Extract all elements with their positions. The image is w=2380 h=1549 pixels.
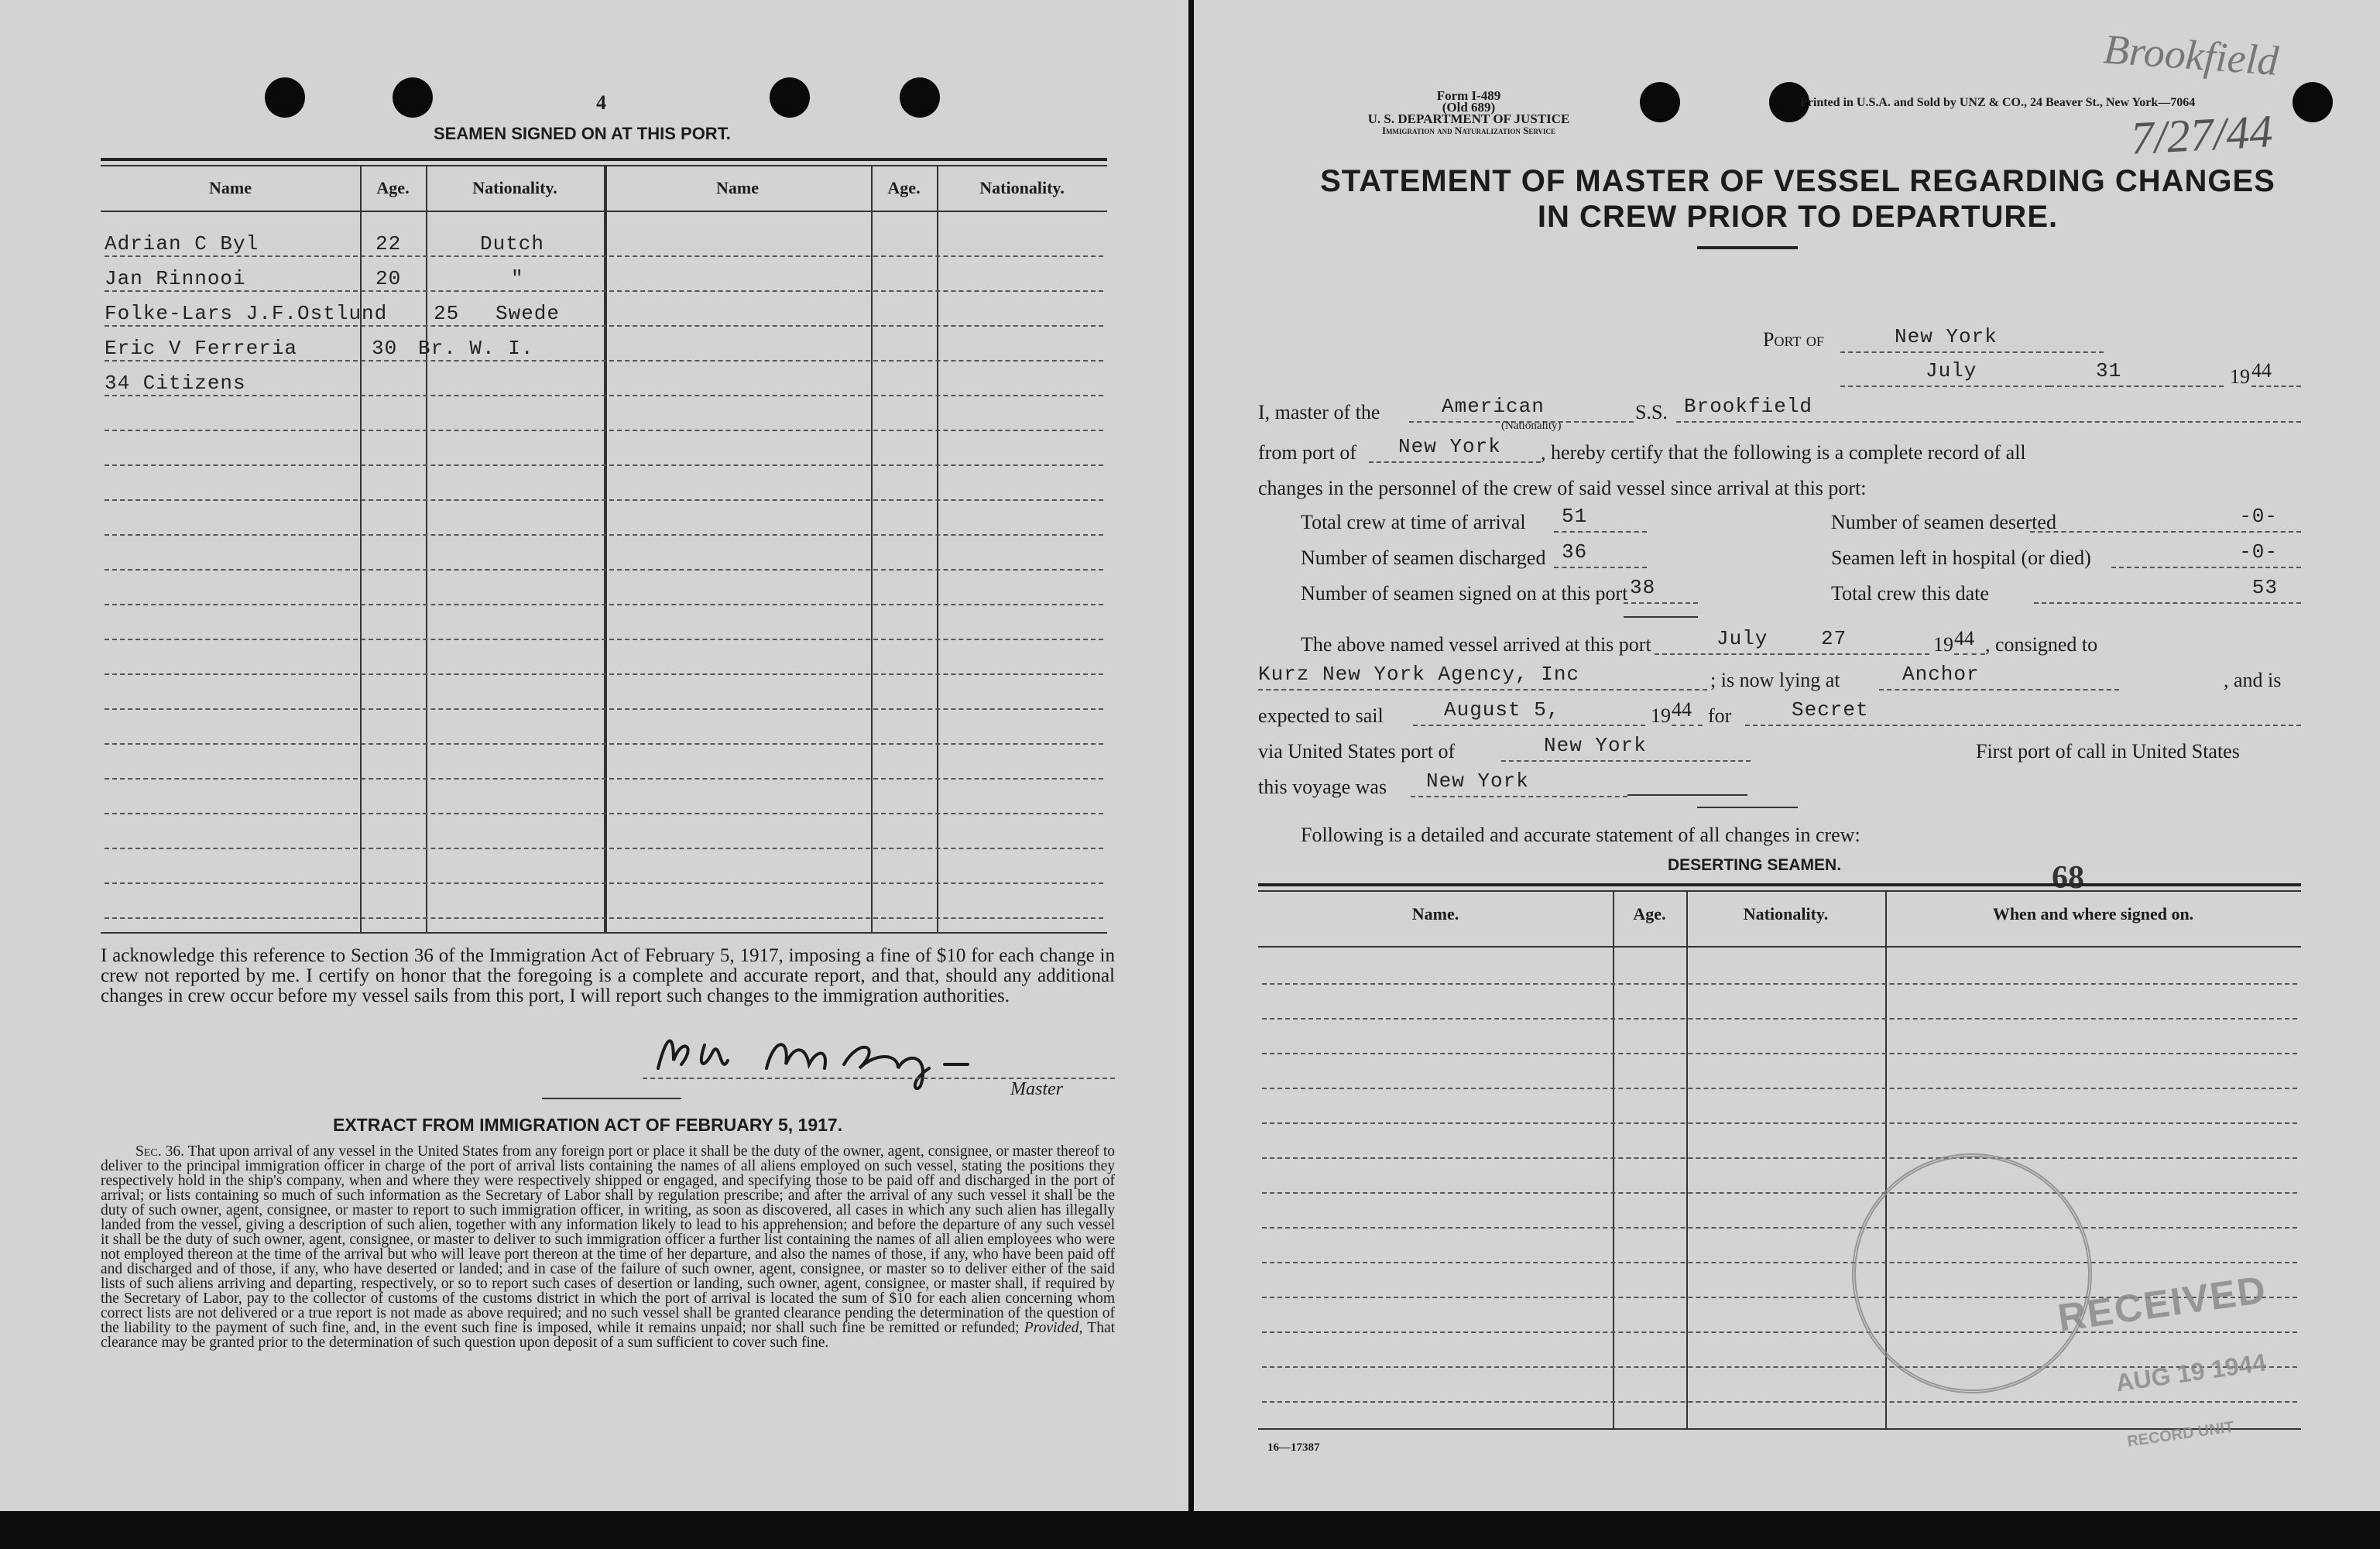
seaman-name: Folke-Lars J.F.Ostlund [105,302,388,325]
signature-image [650,1022,976,1091]
seaman-nationality: Dutch [480,232,545,255]
stat-arrival-label: Total crew at time of arrival [1301,511,1526,533]
punch-hole [900,77,940,118]
expected-label: expected to sail [1258,704,1384,727]
deserting-header-nationality: Nationality. [1743,904,1829,924]
master-label: I, master of the [1258,401,1380,423]
lying-value: Anchor [1902,663,1980,686]
right-page [1194,0,2380,1511]
lying-field [1879,653,2119,691]
extract-title: EXTRACT FROM IMMIGRATION ACT OF FEBRUARY 5, 1917. [333,1115,843,1135]
service: Immigration and Naturalization Service [1381,125,1556,136]
seaman-name: 34 Citizens [105,372,246,395]
title-rule [1697,246,1798,249]
extract-lead: Sec. 36. [135,1143,184,1160]
date-month-field [1840,350,2049,387]
destination-field [1745,689,2301,726]
column-divider [426,165,427,932]
stat-discharged-label: Number of seamen discharged [1301,547,1546,569]
column-divider [604,165,607,932]
stat-arrival-field [1554,495,1647,533]
vessel-field [1676,386,2301,423]
sail-date-field [1413,689,1645,726]
port-value: New York [1895,325,1998,348]
handwritten-vessel: Brookfield [2102,26,2280,84]
from-port-label: from port of [1258,441,1357,464]
extract-tail: That clearance may be granted prior to the determination of such question upon deposit of a sum sufficient to cover such fine. [101,1320,1116,1351]
column-header-age: Age. [376,178,410,197]
nationality-field [1409,386,1634,423]
certify-text: , hereby certify that the following is a complete record of all [1541,441,2026,464]
deserting-header-name: Name. [1411,904,1459,924]
column-header-name-2: Name [716,178,759,197]
sail-year-prefix: 19 [1651,704,1671,727]
destination-value: Secret [1792,698,1869,721]
seaman-age: 30 [372,337,398,360]
extract-text [101,1144,1115,1350]
seaman-age: 22 [376,232,402,255]
column-header-name: Name [209,178,252,197]
date-month-value: July [1926,359,1977,382]
nationality-value: American [1442,395,1545,418]
stat-deserted-value: -0- [2239,505,2278,528]
form-header [1360,90,1577,136]
form-title-line-1: STATEMENT OF MASTER OF VESSEL REGARDING CHANGES [1320,164,2275,198]
received-seal-stamp [1852,1153,2092,1393]
for-label: for [1708,704,1732,727]
stat-arrival-value: 51 [1562,505,1588,528]
arrived-year-value: 44 [1954,627,1974,649]
printer-note: Printed in U.S.A. and Sold by UNZ & CO., 24 Beaver St., New York—7064 [1800,96,2196,109]
consignee-field [1258,653,1707,691]
stat-discharged-field [1554,531,1647,568]
seaman-nationality: Swede [496,302,561,325]
punch-hole [265,77,305,118]
divider [542,1098,681,1099]
department: U. S. DEPARTMENT OF JUSTICE [1367,111,1570,126]
deserting-title: DESERTING SEAMEN. [1668,856,1842,874]
punch-hole [770,77,810,118]
and-is-label: , and is [2224,669,2282,691]
handwritten-number: 68 [2052,860,2084,896]
sail-date-value: August 5, [1444,698,1560,721]
handwritten-date: 7/27/44 [2129,105,2274,164]
seaman-nationality: " [511,267,524,290]
page-number: 4 [596,91,606,114]
signature-label: Master [1010,1079,1063,1099]
arrived-day-field [1790,618,1929,655]
voyage-label: this voyage was [1258,776,1387,798]
arrived-year-field [1954,618,1985,655]
column-header-nationality-2: Nationality. [979,178,1065,197]
column-header-age-2: Age. [887,178,921,197]
stat-signed-label: Number of seamen signed on at this port [1301,582,1628,605]
arrived-year-prefix: 19 [1933,633,1953,656]
column-divider [360,165,362,932]
table-bottom-rule [101,932,1107,934]
via-label: via United States port of [1258,740,1456,763]
nationality-caption: (Nationality) [1501,420,1562,432]
form-old-number: (Old 689) [1442,100,1496,115]
footer-code: 16—17387 [1267,1441,1320,1454]
first-port-field [1411,760,1627,797]
lying-label: ; is now lying at [1710,669,1840,691]
sail-year-field [1672,689,1703,726]
extract-body: That upon arrival of any vessel in the United States from any foreign port or place it shall be the duty of the owner, agent, consignee, or master thereof to deliver to the principal immigration officer in charge of the port of arrival lists containing the names of all aliens employed on such vessel, stating the positions they respectively hold in the ship's company, when and where they were respectively shipped or engaged, and specifying those to be paid off and discharged in the port of arrival; or lists containing so much of such information as the Secretary of Labor shall by regulation prescribe; and after the arrival of any such vessel it shall be the duty of such owner, agent, consignee, or master to report to such immigration officer, in writing, as soon as discovered, all cases in which any such alien has illegally landed from the vessel, giving a description of such alien, together with any information likely to lead to his apprehension; and before the departure of any such vessel it shall be the duty of such owner, agent, consignee, or master to deliver to such immigration officer a further list containing the names of all alien employees who were not employed thereon at the time of the arrival but who will leave port thereon at the time of her departure, and also the names of those, if any, who have been paid off and discharged and of those, if any, who have deserted or landed; and in case of the failure of such owner, agent, consignee, or master so to deliver either of the said lists of such aliens arriving and departing, respectively, or so to report such cases of desertion or landing, such owner, agent, consignee, or master shall, if required by the Secretary of Labor, pay to the collector of customs of the customs district in which the port of arrival is located the sum of $10 for each alien concerning whom correct lists are not delivered or a true report is not made as above required; and no such vessel shall be granted clearance pending the determination of the question of the liability to the payment of such fine, and, in the event such fine is imposed, while it remains unpaid; nor shall such fine be remitted or refunded; [101,1143,1115,1336]
vessel-prefix: S.S. [1635,401,1668,423]
consignee-value: Kurz New York Agency, Inc [1258,663,1580,686]
stat-deserted-field [2030,495,2301,533]
column-header-nationality: Nationality. [472,178,557,197]
consigned-label: , consigned to [1985,633,2098,656]
arrived-month-field [1655,618,1790,655]
stat-hospital-value: -0- [2239,540,2278,564]
stat-deserted-label: Number of seamen deserted [1831,511,2056,533]
stat-hospital-label: Seamen left in hospital (or died) [1831,547,2091,569]
punch-hole [393,77,433,118]
date-year-prefix: 19 [2230,365,2250,388]
from-port-field [1369,426,1541,463]
seaman-name: Jan Rinnooi [105,267,246,290]
deserting-header-signed-on: When and where signed on. [1992,904,2194,924]
port-label: Port of [1763,328,1824,351]
arrived-month-value: July [1716,627,1768,650]
stat-total-label: Total crew this date [1831,582,1989,605]
from-port-value: New York [1398,435,1501,458]
via-field [1501,725,1751,762]
seaman-age: 25 [434,302,460,325]
date-day-value: 31 [2096,359,2122,382]
changes-text: changes in the personnel of the crew of said vessel since arrival at this port: [1258,477,1867,499]
vessel-value: Brookfield [1684,395,1813,418]
stat-discharged-value: 36 [1562,540,1588,564]
section-title: SEAMEN SIGNED ON AT THIS PORT. [434,124,731,143]
port-field [1840,316,2104,353]
form-number: Form I-489 [1436,88,1501,103]
record-unit-stamp: RECORD UNIT [2126,1418,2235,1451]
first-port-value: New York [1426,769,1529,793]
following-text: Following is a detailed and accurate statement of all changes in crew: [1301,824,1860,846]
column-divider [871,165,873,932]
date-year-field [2251,350,2301,387]
date-year-value: 44 [2251,359,2272,382]
stat-signed-value: 38 [1630,576,1656,599]
table-top-rule [101,158,1107,161]
arrived-day-value: 27 [1821,627,1847,650]
seaman-name: Adrian C Byl [105,232,259,255]
seaman-nationality: Br. W. I. [418,337,534,360]
received-stamp-date: AUG 19 1944 [2114,1348,2269,1397]
stat-hospital-field [2111,531,2301,568]
form-title-line-2: IN CREW PRIOR TO DEPARTURE. [1537,200,2059,234]
extract-provided: Provided, [1024,1320,1083,1336]
stat-signed-field [1624,567,1698,604]
via-value: New York [1544,734,1647,757]
deserting-header-age: Age. [1633,904,1666,924]
sail-year-value: 44 [1672,698,1692,721]
stat-total-field [2034,567,2301,604]
first-port-label: First port of call in United States [1976,740,2240,763]
punch-hole [2293,82,2333,122]
column-divider [937,165,938,932]
acknowledgement-text: I acknowledge this reference to Section 36 of the Immigration Act of February 5, 1917, imposing a fine of $10 for each change in crew not reported by me. I certify on honor that the foregoing is a complete and accurate report, and that, should any additional changes in crew occur before my vessel sails from this port, I will report such changes to the immigration authorities. [101,945,1115,1006]
date-day-field [2049,350,2224,387]
arrived-label: The above named vessel arrived at this port [1301,633,1651,656]
seaman-age: 20 [376,267,402,290]
seaman-name: Eric V Ferreria [105,337,298,360]
punch-hole [1640,82,1680,122]
stat-total-value: 53 [2251,576,2278,599]
left-page [0,0,1188,1511]
received-stamp: RECEIVED [2055,1267,2270,1340]
